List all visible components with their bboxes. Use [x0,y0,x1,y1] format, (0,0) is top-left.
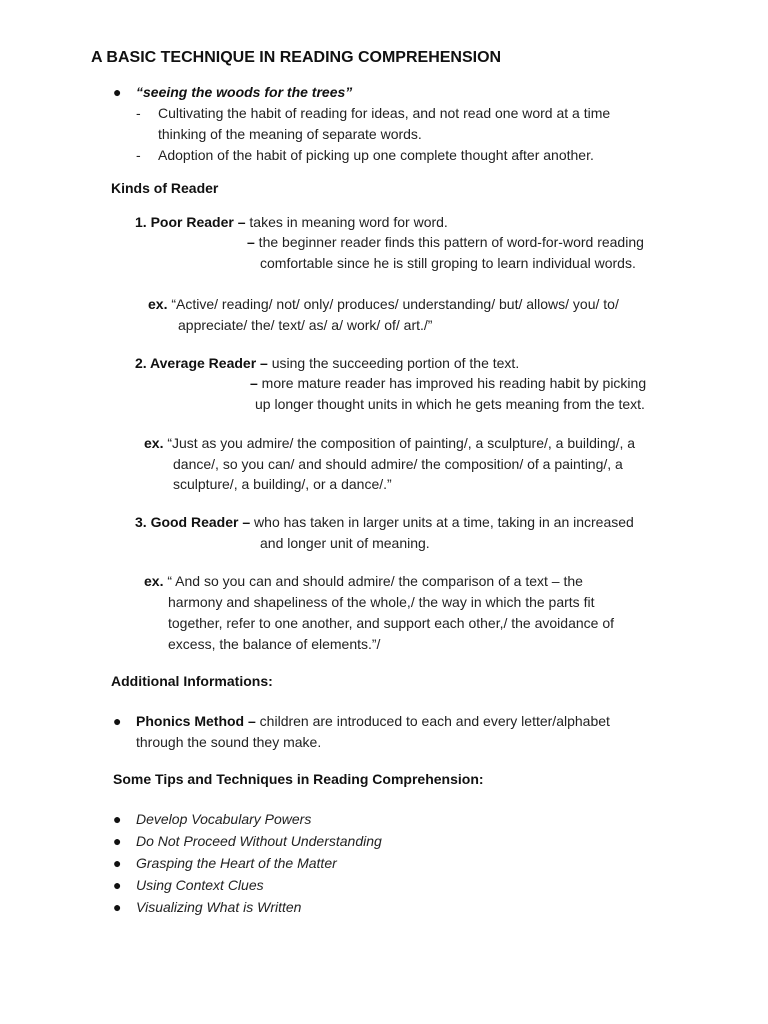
good-reader-example-line4: excess, the balance of elements.”/ [168,636,381,652]
tips-heading: Some Tips and Techniques in Reading Comprehension: [113,771,484,787]
poor-reader-example-line1: ex. “Active/ reading/ not/ only/ produces/ understanding/ but/ allows/ you/ to/ [148,296,619,312]
average-reader-example-line3: sculpture/, a building/, or a dance/.” [173,476,392,492]
tip-item: Do Not Proceed Without Understanding [136,833,382,849]
tip-item: Using Context Clues [136,877,264,893]
kinds-heading: Kinds of Reader [111,180,219,196]
average-reader-desc-line1: – more mature reader has improved his reading habit by picking [250,375,647,391]
good-reader-example-line3: together, refer to one another, and support each other,/ the avoidance of [168,615,614,631]
poor-reader-definition: 1. Poor Reader – takes in meaning word for word. [135,214,448,230]
average-reader-example-line2: dance/, so you can/ and should admire/ the composition/ of a painting/, a [173,456,623,472]
tip-item: Develop Vocabulary Powers [136,811,312,827]
good-reader-definition-line2: and longer unit of meaning. [260,535,430,551]
good-reader-example-line1: ex. “ And so you can and should admire/ the comparison of a text – the [144,573,583,589]
bullet-icon: ● [113,713,122,729]
average-reader-desc-line2: up longer thought units in which he gets meaning from the text. [255,396,645,412]
tip-item: Grasping the Heart of the Matter [136,855,337,871]
intro-dash1-line2: thinking of the meaning of separate words. [158,126,422,142]
phonics-line1: Phonics Method – children are introduced to each and every letter/alphabet [136,713,610,729]
poor-reader-example-line2: appreciate/ the/ text/ as/ a/ work/ of/ art./” [178,317,433,333]
dash-icon: - [136,147,141,163]
bullet-icon: ● [113,811,122,827]
phonics-line2: through the sound they make. [136,734,322,750]
intro-dash2: Adoption of the habit of picking up one complete thought after another. [158,147,594,163]
poor-reader-desc-line1: – the beginner reader finds this pattern of word-for-word reading [247,234,644,250]
average-reader-definition: 2. Average Reader – using the succeeding portion of the text. [135,355,520,371]
poor-reader-desc-line2: comfortable since he is still groping to learn individual words. [260,255,636,271]
page-title: A BASIC TECHNIQUE IN READING COMPREHENSION [91,49,502,66]
intro-heading: “seeing the woods for the trees” [136,84,353,100]
bullet-icon: ● [113,855,122,871]
bullet-icon: ● [113,877,122,893]
good-reader-definition: 3. Good Reader – who has taken in larger units at a time, taking in an increased [135,514,634,530]
additional-heading: Additional Informations: [111,673,273,689]
bullet-icon: ● [113,84,122,100]
average-reader-example-line1: ex. “Just as you admire/ the composition of painting/, a sculpture/, a building/, a [144,435,636,451]
bullet-icon: ● [113,833,122,849]
bullet-icon: ● [113,899,122,915]
tip-item: Visualizing What is Written [136,899,302,915]
dash-icon: - [136,105,141,121]
intro-dash1-line1: Cultivating the habit of reading for ideas, and not read one word at a time [158,105,611,121]
good-reader-example-line2: harmony and shapeliness of the whole,/ the way in which the parts fit [168,594,595,610]
